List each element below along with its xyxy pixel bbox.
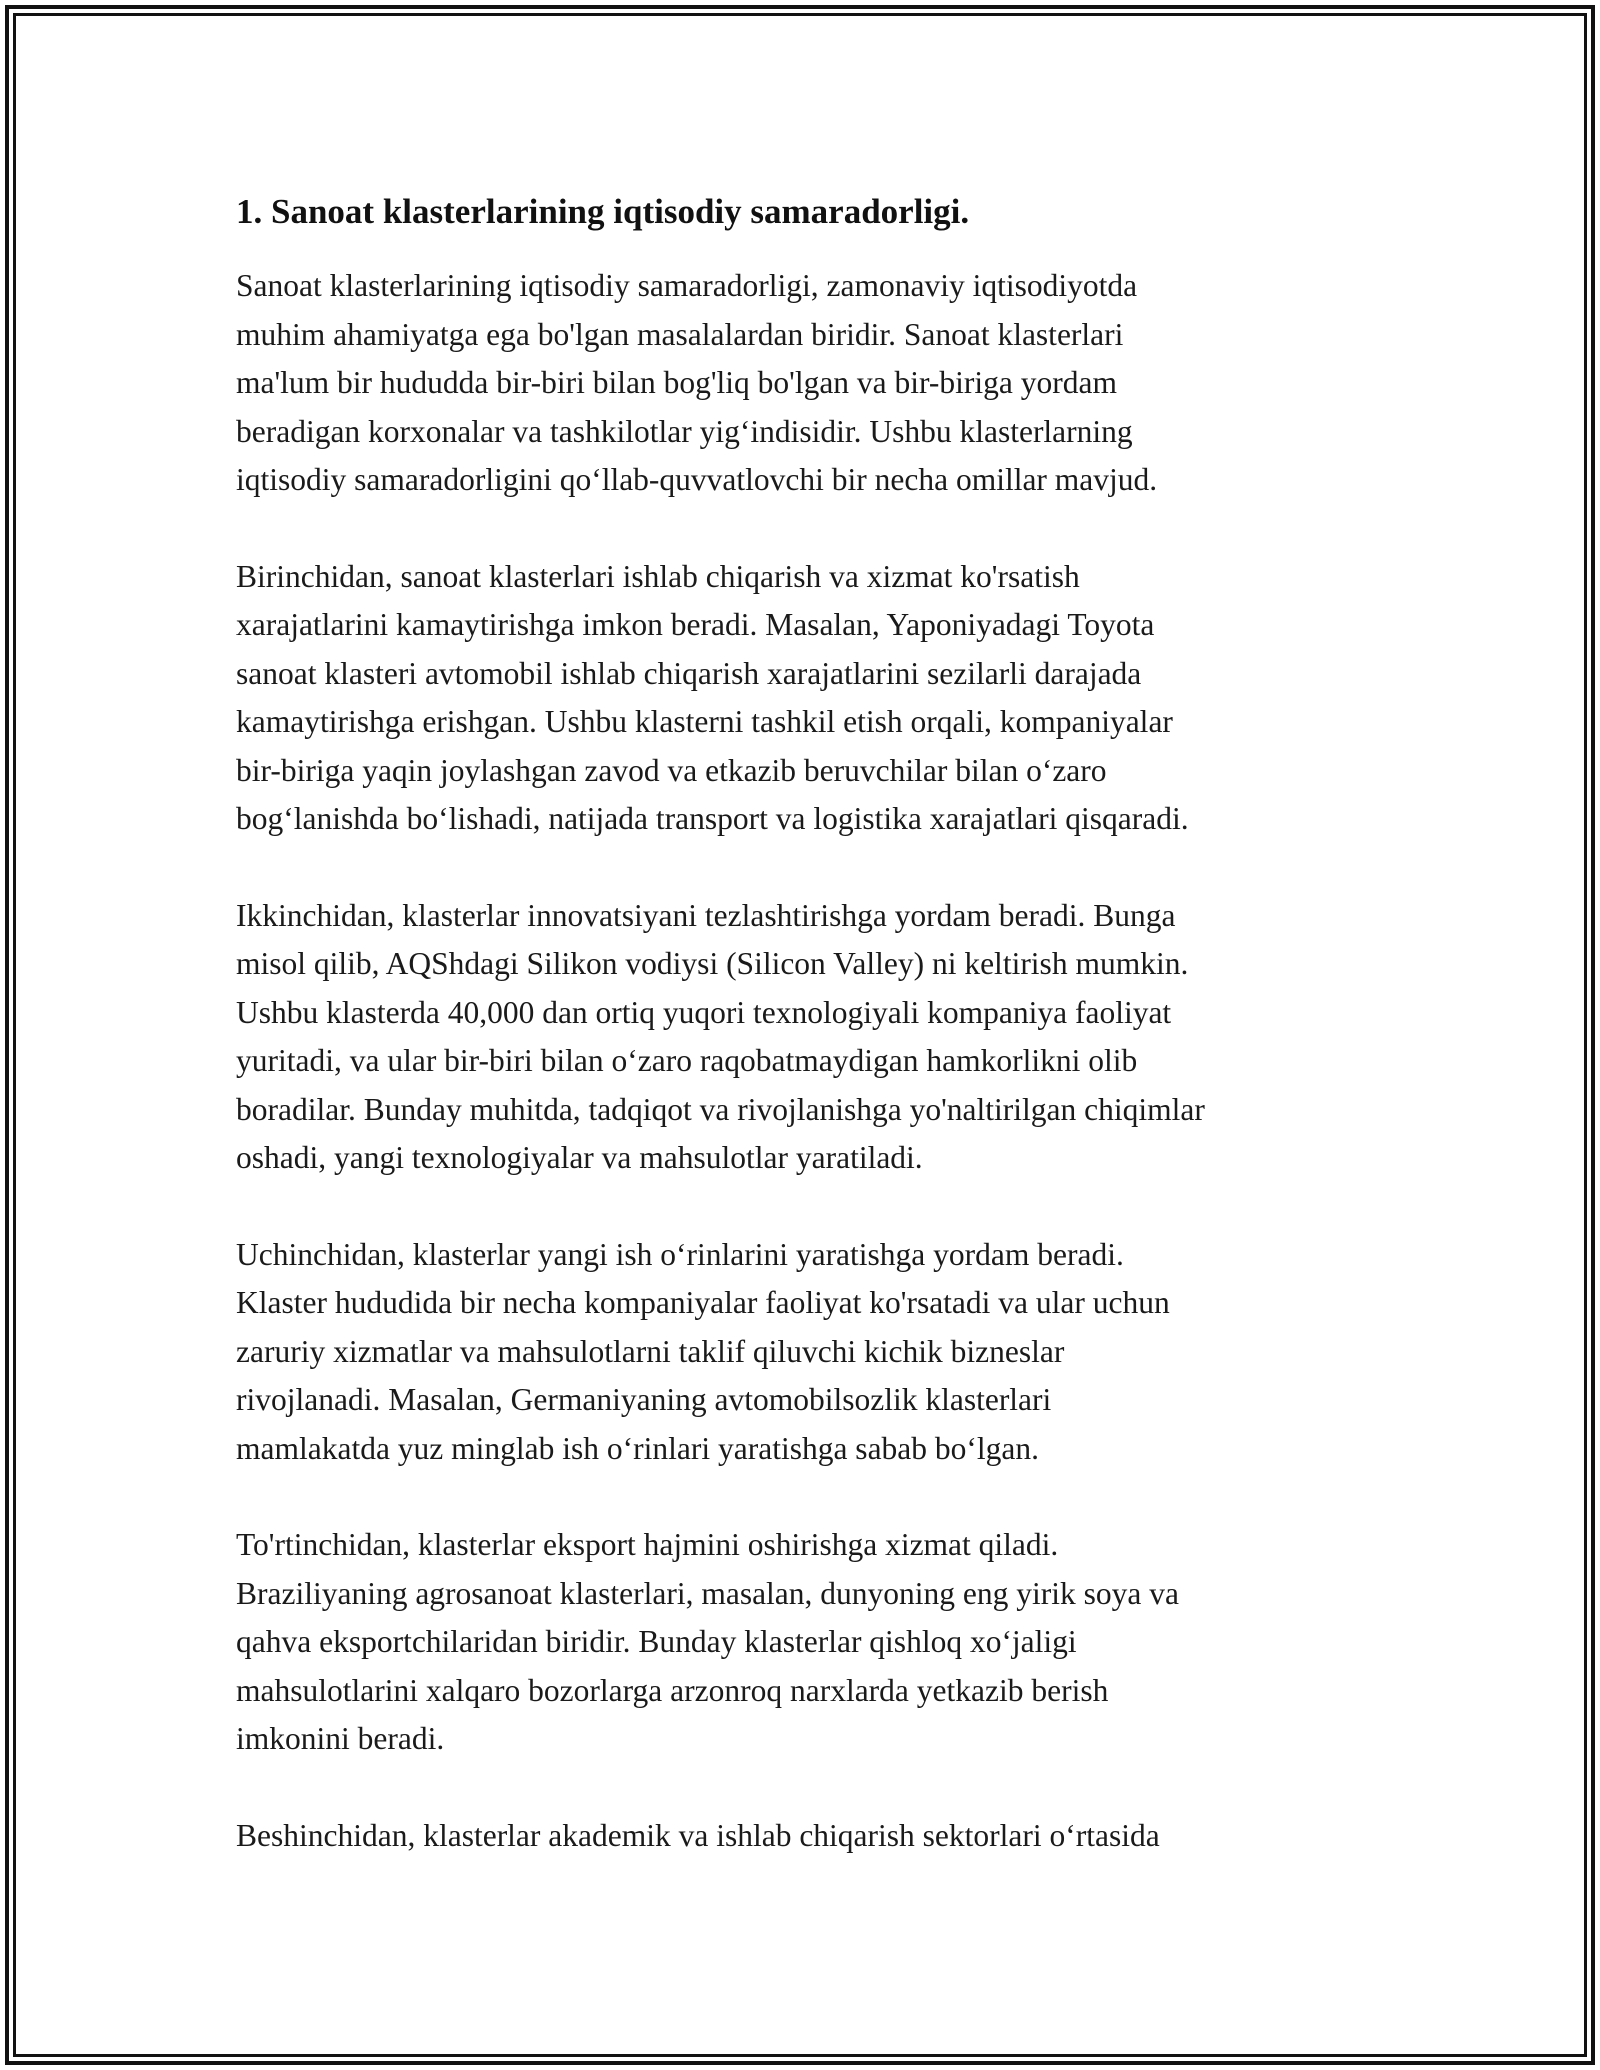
text-line: iqtisodiy samaradorligini qo‘llab-quvvatlovchi bir necha omillar mavjud. — [236, 462, 1158, 497]
text-line: Klaster hududida bir necha kompaniyalar faoliyat ko'rsatadi va ular uchun — [236, 1285, 1170, 1320]
text-line: bir-biriga yaqin joylashgan zavod va etkazib beruvchilar bilan o‘zaro — [236, 752, 1107, 788]
text-line: muhim ahamiyatga ega bo'lgan masalalardan biridir. Sanoat klasterlari — [236, 316, 1124, 352]
text-line: misol qilib, AQShdagi Silikon vodiysi (Silicon Valley) ni keltirish mumkin. — [236, 946, 1189, 981]
paragraph-second — [236, 892, 1376, 1183]
text-line: kamaytirishga erishgan. Ushbu klasterni tashkil etish orqali, kompaniyalar — [236, 704, 1173, 739]
paragraph-third — [236, 1231, 1376, 1474]
text-line: Ushbu klasterda 40,000 dan ortiq yuqori texnologiyali kompaniya faoliyat — [236, 994, 1172, 1030]
paragraph-fourth — [236, 1521, 1376, 1764]
text-line: mahsulotlarini xalqaro bozorlarga arzonroq narxlarda yetkazib berish — [236, 1672, 1109, 1708]
text-line: Beshinchidan, klasterlar akademik va ishlab chiqarish sektorlari o‘rtasida — [236, 1817, 1160, 1853]
text-line: rivojlanadi. Masalan, Germaniyaning avtomobilsozlik klasterlari — [236, 1382, 1052, 1417]
text-line: mamlakatda yuz minglab ish o‘rinlari yaratishga sabab bo‘lgan. — [236, 1430, 1040, 1466]
text-line: imkonini beradi. — [236, 1721, 445, 1756]
text-line: xarajatlarini kamaytirishga imkon beradi. Masalan, Yaponiyadagi Toyota — [236, 607, 1155, 642]
text-line: Braziliyaning agrosanoat klasterlari, masalan, dunyoning eng yirik soya va — [236, 1575, 1179, 1611]
paragraph-first — [236, 553, 1376, 844]
paragraph-intro — [236, 262, 1376, 505]
text-line: ma'lum bir hududda bir-biri bilan bog'liq bo'lgan va bir-biriga yordam — [236, 365, 1117, 400]
text-line: boradilar. Bunday muhitda, tadqiqot va rivojlanishga yo'naltirilgan chiqimlar — [236, 1091, 1205, 1127]
text-line: oshadi, yangi texnologiyalar va mahsulotlar yaratiladi. — [236, 1140, 923, 1175]
paragraph-fifth — [236, 1812, 1376, 1861]
section-heading: 1. Sanoat klasterlarining iqtisodiy samaradorligi. — [236, 192, 970, 231]
text-line: Uchinchidan, klasterlar yangi ish o‘rinlarini yaratishga yordam beradi. — [236, 1236, 1124, 1272]
document-body — [236, 186, 1376, 1908]
text-line: qahva eksportchilaridan biridir. Bunday klasterlar qishloq xo‘jaligi — [236, 1624, 1077, 1659]
text-line: Birinchidan, sanoat klasterlari ishlab chiqarish va xizmat ko'rsatish — [236, 558, 1080, 594]
text-line: yuritadi, va ular bir-biri bilan o‘zaro raqobatmaydigan hamkorlikni olib — [236, 1043, 1138, 1078]
text-line: beradigan korxonalar va tashkilotlar yig‘indisidir. Ushbu klasterlarning — [236, 413, 1133, 449]
text-line: To'rtinchidan, klasterlar eksport hajmini oshirishga xizmat qiladi. — [236, 1527, 1059, 1562]
text-line: bog‘lanishda bo‘lishadi, natijada transport va logistika xarajatlari qisqaradi. — [236, 801, 1189, 836]
text-line: Sanoat klasterlarining iqtisodiy samaradorligi, zamonaviy iqtisodiyotda — [236, 268, 1138, 303]
text-line: sanoat klasteri avtomobil ishlab chiqarish xarajatlarini sezilarli darajada — [236, 655, 1142, 691]
text-line: Ikkinchidan, klasterlar innovatsiyani tezlashtirishga yordam beradi. Bunga — [236, 897, 1176, 933]
text-line: zaruriy xizmatlar va mahsulotlarni taklif qiluvchi kichik bizneslar — [236, 1333, 1065, 1369]
